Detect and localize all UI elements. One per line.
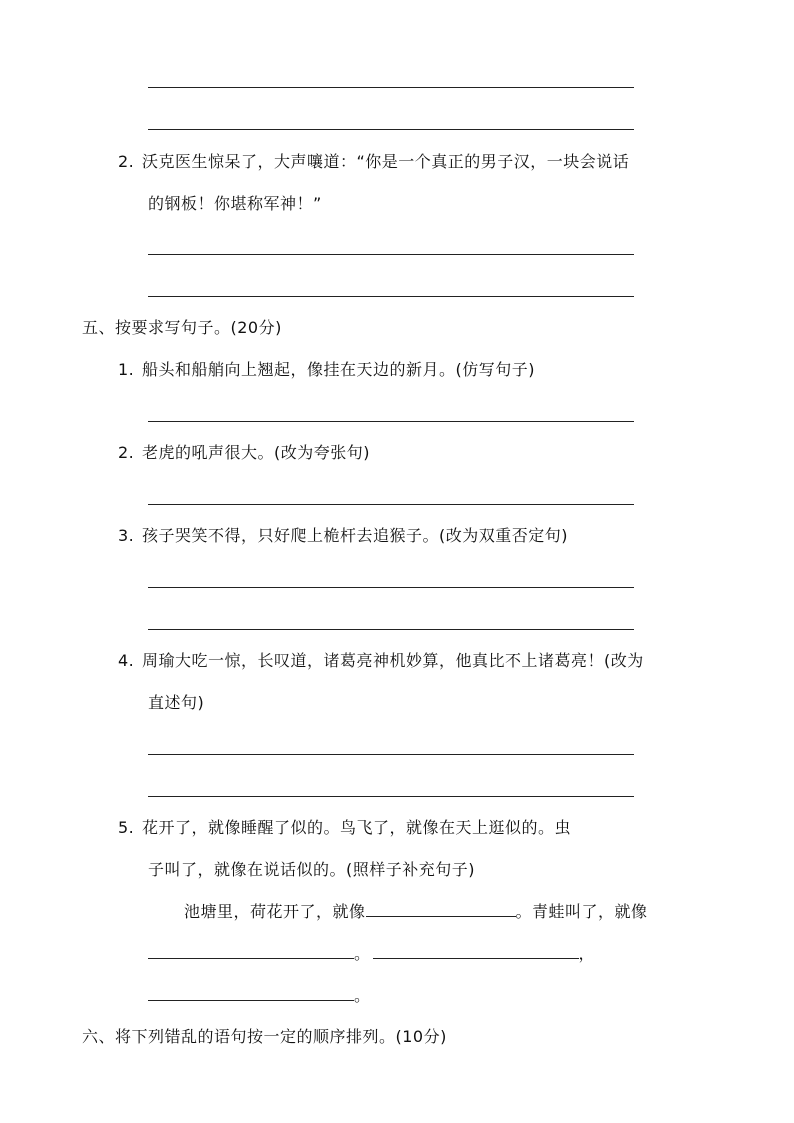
answer-line[interactable] [148, 421, 634, 422]
answer-line[interactable] [148, 129, 634, 130]
item-number: 5. [118, 818, 135, 837]
fill-blank[interactable] [373, 942, 579, 959]
item-text-line2: 直述句) [148, 693, 205, 712]
answer-line[interactable] [148, 629, 634, 630]
sentence-part2: 。青蛙叫了，就像 [515, 902, 648, 921]
sentence-part1: 池塘里，荷花开了，就像 [184, 902, 366, 921]
answer-line[interactable] [148, 587, 634, 588]
answer-line[interactable] [148, 296, 634, 297]
item-text: 老虎的吼声很大。(改为夸张句) [142, 443, 370, 462]
item-number: 1. [118, 360, 135, 379]
question-item-5 [118, 817, 571, 839]
question-item-2 [118, 442, 370, 464]
answer-line[interactable] [148, 254, 634, 255]
item-text: 船头和船艄向上翘起，像挂在天边的新月。(仿写句子) [142, 360, 535, 379]
item-text-line1: 花开了，就像睡醒了似的。鸟飞了，就像在天上逛似的。虫 [142, 818, 572, 837]
fill-blank[interactable] [366, 900, 516, 917]
answer-line[interactable] [148, 504, 634, 505]
answer-line[interactable] [148, 87, 634, 88]
item-text-line1: 周瑜大吃一惊，长叹道，诸葛亮神机妙算，他真比不上诸葛亮！(改为 [142, 651, 644, 670]
section-heading-six: 六、将下列错乱的语句按一定的顺序排列。(10分) [82, 1027, 447, 1046]
question-item-2 [118, 151, 629, 173]
item-number: 4. [118, 651, 135, 670]
period-mark: 。 [354, 986, 371, 1005]
question-item-1 [118, 359, 535, 381]
item-text: 孩子哭笑不得，只好爬上桅杆去追猴子。(改为双重否定句) [142, 526, 568, 545]
item-text-line2: 的钢板！你堪称军神！” [148, 194, 322, 213]
fill-blank[interactable] [148, 942, 354, 959]
period-mark: 。 [354, 944, 371, 963]
question-item-4 [118, 650, 644, 672]
answer-line[interactable] [148, 796, 634, 797]
item-text-line2: 子叫了，就像在说话似的。(照样子补充句子) [148, 860, 475, 879]
question-item-3 [118, 525, 568, 547]
answer-line[interactable] [148, 754, 634, 755]
item-number: 2. [118, 443, 135, 462]
item-number: 2. [118, 152, 135, 171]
fill-blank[interactable] [148, 984, 354, 1001]
item-number: 3. [118, 526, 135, 545]
section-heading-five: 五、按要求写句子。(20分) [82, 318, 282, 337]
fill-in-sentence-end [148, 984, 371, 1007]
fill-in-sentence-cont [148, 942, 595, 965]
comma-mark: ， [578, 944, 596, 963]
fill-in-sentence [184, 900, 648, 923]
item-text-line1: 沃克医生惊呆了，大声嚷道：“你是一个真正的男子汉，一块会说话 [142, 152, 630, 171]
